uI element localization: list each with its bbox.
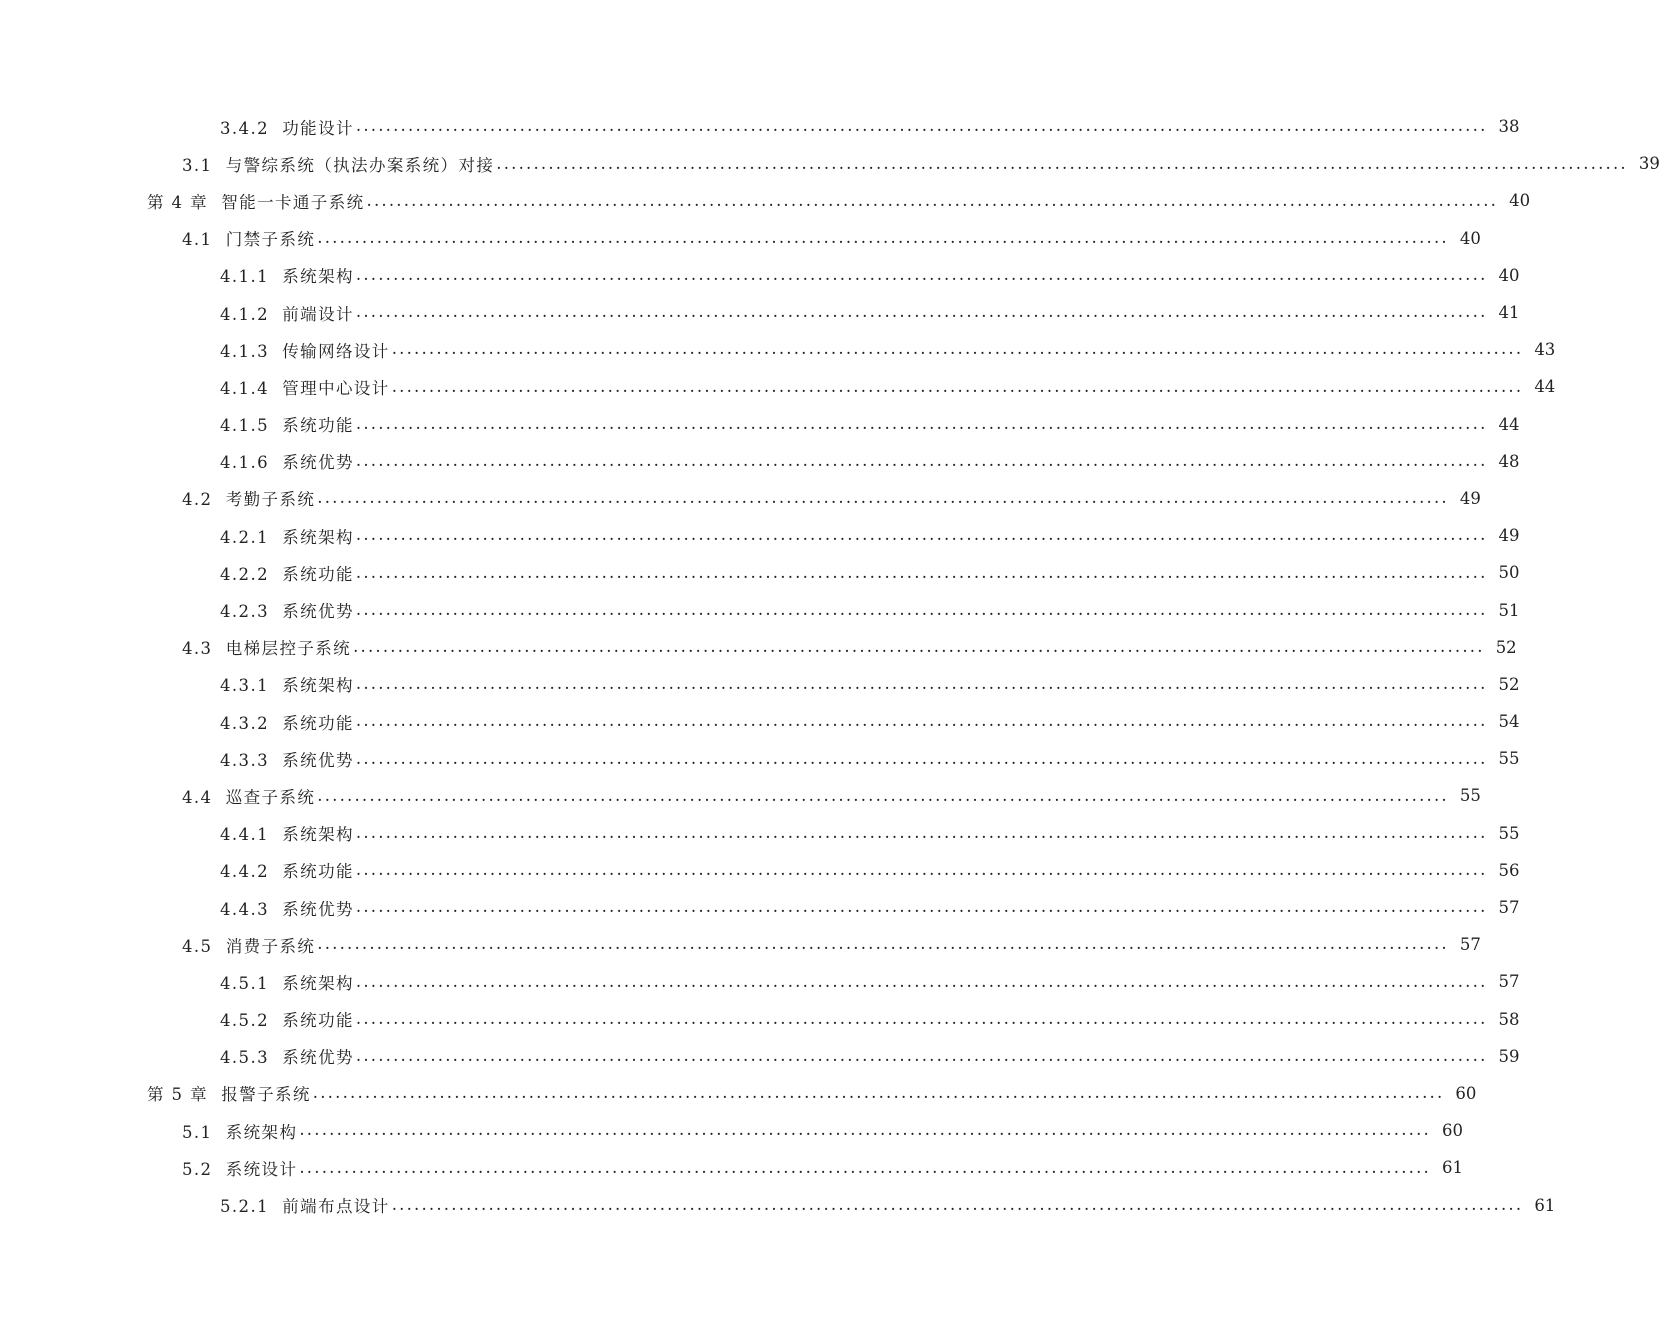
- toc-leader-dots: ........................................................................................................................................................: [355, 971, 1488, 991]
- toc-leader-dots: ........................................................................................................................................................: [299, 1157, 1431, 1177]
- toc-leader-dots: ........................................................................................................................................................: [355, 711, 1488, 731]
- toc-entry-title: [220, 598, 354, 622]
- toc-entry[interactable]: [0, 740, 1520, 777]
- toc-entry-title: [182, 1119, 297, 1143]
- toc-entry-title: [220, 115, 354, 139]
- toc-page-number: 55: [1459, 786, 1481, 806]
- toc-entry[interactable]: [0, 591, 1520, 628]
- toc-entry[interactable]: [0, 1149, 1463, 1186]
- toc-entry-title: [220, 747, 354, 771]
- toc-entry-title: [220, 561, 354, 585]
- toc-entry-label: 消费子系统: [225, 936, 316, 956]
- toc-page-number: 38: [1498, 117, 1520, 137]
- toc-entry-label: 系统功能: [282, 1011, 354, 1031]
- toc-entry-label: 系统优势: [282, 899, 354, 919]
- toc-leader-dots: ........................................................................................................................................................: [355, 1046, 1488, 1066]
- toc-page-number: 60: [1441, 1121, 1463, 1141]
- toc-entry[interactable]: [0, 108, 1520, 145]
- toc-page-number: 58: [1498, 1009, 1520, 1029]
- toc-leader-dots: ........................................................................................................................................................: [355, 1008, 1488, 1028]
- toc-entry-number: 4.2.3: [220, 602, 269, 622]
- toc-page-number: 48: [1498, 451, 1520, 471]
- toc-page-number: 49: [1498, 526, 1520, 546]
- toc-leader-dots: ........................................................................................................................................................: [355, 599, 1488, 619]
- toc-page-number: 52: [1498, 674, 1520, 694]
- toc-leader-dots: ........................................................................................................................................................: [391, 339, 1524, 359]
- toc-entry-label: 传输网络设计: [282, 341, 390, 361]
- toc-page-number: 44: [1534, 377, 1556, 397]
- toc-page-number: 40: [1509, 191, 1531, 211]
- toc-entry-number: 3.4.2: [220, 118, 269, 138]
- toc-entry[interactable]: [0, 963, 1520, 1000]
- toc-entry-label: 报警子系统: [221, 1085, 311, 1105]
- toc-entry-title: [220, 412, 354, 436]
- toc-page-number: 44: [1498, 414, 1520, 434]
- toc-page-number: 43: [1534, 340, 1556, 360]
- toc-entry-number: 4.2.2: [220, 564, 269, 584]
- toc-entry-label: 系统功能: [282, 564, 354, 584]
- toc-page-number: 50: [1498, 563, 1520, 583]
- toc-entry-number: 4.4.2: [220, 862, 269, 882]
- toc-entry-label: 智能一卡通子系统: [221, 192, 365, 212]
- toc-entry-label: 系统优势: [282, 1048, 354, 1068]
- toc-leader-dots: ........................................................................................................................................................: [317, 488, 1449, 508]
- toc-leader-dots: ........................................................................................................................................................: [317, 227, 1449, 247]
- toc-entry[interactable]: [0, 1038, 1520, 1075]
- toc-entry-title: [220, 710, 354, 734]
- toc-entry-number: 4.5: [182, 936, 213, 956]
- toc-leader-dots: ........................................................................................................................................................: [312, 1083, 1445, 1103]
- toc-entry-label: 系统架构: [282, 527, 354, 547]
- toc-entry-title: [220, 524, 354, 548]
- toc-entry[interactable]: [0, 1186, 1556, 1223]
- toc-leader-dots: ........................................................................................................................................................: [299, 1120, 1431, 1140]
- toc-entry-title: [220, 301, 354, 325]
- toc-entry[interactable]: [0, 629, 1517, 666]
- toc-page-number: 57: [1498, 898, 1520, 918]
- toc-entry[interactable]: [0, 145, 1660, 182]
- toc-page-number: 56: [1498, 860, 1520, 880]
- toc-entry-number: 4.3: [182, 639, 213, 659]
- toc-entry-label: 系统功能: [282, 862, 354, 882]
- toc-entry-number: 4.2: [182, 490, 213, 510]
- toc-page-number: 41: [1498, 303, 1520, 323]
- toc-entry-number: 5.2: [182, 1159, 213, 1179]
- toc-leader-dots: ........................................................................................................................................................: [355, 451, 1488, 471]
- toc-leader-dots: ........................................................................................................................................................: [317, 934, 1449, 954]
- toc-entry-title: [220, 1193, 390, 1217]
- toc-entry[interactable]: [0, 666, 1520, 703]
- toc-entry[interactable]: [0, 257, 1520, 294]
- toc-entry-label: 系统设计: [225, 1159, 298, 1179]
- toc-entry-number: 4.1.1: [220, 267, 269, 287]
- toc-entry[interactable]: [0, 1001, 1520, 1038]
- toc-entry-label: 系统优势: [282, 453, 354, 473]
- toc-page-number: 40: [1498, 265, 1520, 285]
- toc-entry-label: 系统架构: [282, 267, 354, 287]
- toc-entry-number: 4.1.3: [220, 341, 269, 361]
- toc-entry-title: [182, 635, 351, 659]
- toc-entry-label: 管理中心设计: [282, 378, 390, 398]
- toc-entry-title: [220, 1044, 354, 1068]
- toc-entry-title: [182, 486, 315, 510]
- toc-entry-number: 5.1: [182, 1122, 213, 1142]
- toc-entry-number: 4.2.1: [220, 527, 269, 547]
- toc-leader-dots: ........................................................................................................................................................: [317, 785, 1449, 805]
- toc-entry-number: 5.2.1: [220, 1197, 269, 1217]
- toc-entry-title: [220, 970, 354, 994]
- toc-entry-label: 电梯层控子系统: [225, 639, 352, 659]
- toc-page-number: 61: [1441, 1158, 1463, 1178]
- toc-page-number: 39: [1638, 154, 1660, 174]
- toc-leader-dots: ........................................................................................................................................................: [355, 265, 1488, 285]
- toc-page-number: 52: [1495, 637, 1517, 657]
- toc-entry-label: 前端布点设计: [282, 1197, 390, 1217]
- toc-entry-number: 4.4: [182, 787, 213, 807]
- toc-page-number: 49: [1459, 488, 1481, 508]
- toc-entry-label: 巡查子系统: [225, 787, 316, 807]
- toc-leader-dots: ........................................................................................................................................................: [355, 302, 1488, 322]
- toc-page-number: 59: [1498, 1046, 1520, 1066]
- toc-page-number: 57: [1498, 972, 1520, 992]
- toc-entry[interactable]: [0, 294, 1520, 331]
- toc-entry[interactable]: [0, 926, 1481, 963]
- toc-leader-dots: ........................................................................................................................................................: [366, 190, 1499, 210]
- toc-entry-label: 功能设计: [282, 118, 354, 138]
- toc-entry-title: [182, 1156, 297, 1180]
- toc-leader-dots: ........................................................................................................................................................: [355, 562, 1488, 582]
- toc-entry-number: 4.4.3: [220, 899, 269, 919]
- toc-entry-title: [182, 933, 315, 957]
- toc-entry-title: [220, 821, 354, 845]
- toc-entry-title: [220, 672, 354, 696]
- toc-entry-title: [220, 263, 354, 287]
- toc-leader-dots: ........................................................................................................................................................: [355, 525, 1488, 545]
- toc-leader-dots: ........................................................................................................................................................: [355, 748, 1488, 768]
- toc-page-number: 40: [1459, 228, 1481, 248]
- toc-entry-number: 3.1: [182, 155, 213, 175]
- toc-entry-number: 4.3.1: [220, 676, 269, 696]
- toc-page-number: 60: [1455, 1083, 1477, 1103]
- toc-entry[interactable]: [0, 406, 1520, 443]
- toc-entry-title: [182, 226, 315, 250]
- toc-entry-number: 4.1: [182, 230, 213, 250]
- toc-entry[interactable]: [0, 889, 1520, 926]
- toc-page-number: 55: [1498, 749, 1520, 769]
- toc-entry-number: 第 5 章: [147, 1085, 208, 1105]
- toc-entry-title: [220, 858, 354, 882]
- toc-entry[interactable]: [0, 480, 1481, 517]
- toc-entry-title: [147, 189, 365, 213]
- toc-entry-label: 系统架构: [282, 973, 354, 993]
- toc-page-number: 61: [1534, 1195, 1556, 1215]
- toc-leader-dots: ........................................................................................................................................................: [353, 636, 1485, 656]
- toc-entry[interactable]: [0, 703, 1520, 740]
- toc-entry-number: 4.1.5: [220, 416, 269, 436]
- toc-entry-label: 考勤子系统: [225, 490, 316, 510]
- toc-entry-number: 4.3.3: [220, 750, 269, 770]
- toc-entry[interactable]: [0, 777, 1481, 814]
- toc-entry-label: 系统优势: [282, 750, 354, 770]
- toc-entry-number: 4.3.2: [220, 713, 269, 733]
- toc-entry-number: 4.5.3: [220, 1048, 269, 1068]
- toc-entry-number: 4.1.6: [220, 453, 269, 473]
- toc-entry-label: 系统架构: [225, 1122, 298, 1142]
- toc-entry[interactable]: [0, 182, 1531, 219]
- toc-entry-title: [147, 1081, 311, 1105]
- toc-entry-title: [220, 896, 354, 920]
- toc-entry-number: 第 4 章: [147, 192, 208, 212]
- toc-entry-label: 门禁子系统: [225, 230, 316, 250]
- toc-leader-dots: ........................................................................................................................................................: [391, 376, 1524, 396]
- toc-entry-title: [220, 449, 354, 473]
- toc-entry-title: [220, 1007, 354, 1031]
- toc-entry-label: 前端设计: [282, 304, 354, 324]
- toc-entry[interactable]: [0, 443, 1520, 480]
- toc-leader-dots: ........................................................................................................................................................: [391, 1194, 1524, 1214]
- toc-entry-title: [220, 375, 390, 399]
- toc-leader-dots: ........................................................................................................................................................: [355, 674, 1488, 694]
- toc-leader-dots: ........................................................................................................................................................: [355, 860, 1488, 880]
- toc-entry-label: 系统功能: [282, 713, 354, 733]
- toc-page-number: 57: [1459, 935, 1481, 955]
- toc-entry[interactable]: [0, 852, 1520, 889]
- toc-page-number: 55: [1498, 823, 1520, 843]
- toc-entry[interactable]: [0, 368, 1556, 405]
- table-of-contents: [0, 108, 1660, 1224]
- toc-entry[interactable]: [0, 331, 1556, 368]
- toc-entry-number: 4.5.2: [220, 1011, 269, 1031]
- toc-entry[interactable]: [0, 1075, 1477, 1112]
- toc-entry[interactable]: [0, 815, 1520, 852]
- toc-entry[interactable]: [0, 1112, 1463, 1149]
- toc-leader-dots: ........................................................................................................................................................: [496, 153, 1628, 173]
- toc-entry[interactable]: [0, 554, 1520, 591]
- toc-entry-label: 与警综系统（执法办案系统）对接: [225, 155, 495, 175]
- toc-entry-title: [182, 152, 494, 176]
- toc-entry-label: 系统架构: [282, 676, 354, 696]
- toc-entry[interactable]: [0, 517, 1520, 554]
- toc-leader-dots: ........................................................................................................................................................: [355, 822, 1488, 842]
- toc-leader-dots: ........................................................................................................................................................: [355, 413, 1488, 433]
- toc-leader-dots: ........................................................................................................................................................: [355, 897, 1488, 917]
- toc-entry-number: 4.5.1: [220, 973, 269, 993]
- toc-entry-label: 系统功能: [282, 416, 354, 436]
- toc-entry[interactable]: [0, 220, 1481, 257]
- toc-page-number: 54: [1498, 712, 1520, 732]
- toc-entry-label: 系统优势: [282, 602, 354, 622]
- toc-entry-number: 4.4.1: [220, 825, 269, 845]
- toc-entry-title: [220, 338, 390, 362]
- toc-leader-dots: ........................................................................................................................................................: [355, 116, 1488, 136]
- toc-entry-number: 4.1.4: [220, 378, 269, 398]
- toc-entry-number: 4.1.2: [220, 304, 269, 324]
- toc-entry-title: [182, 784, 315, 808]
- toc-page-number: 51: [1498, 600, 1520, 620]
- toc-entry-label: 系统架构: [282, 825, 354, 845]
